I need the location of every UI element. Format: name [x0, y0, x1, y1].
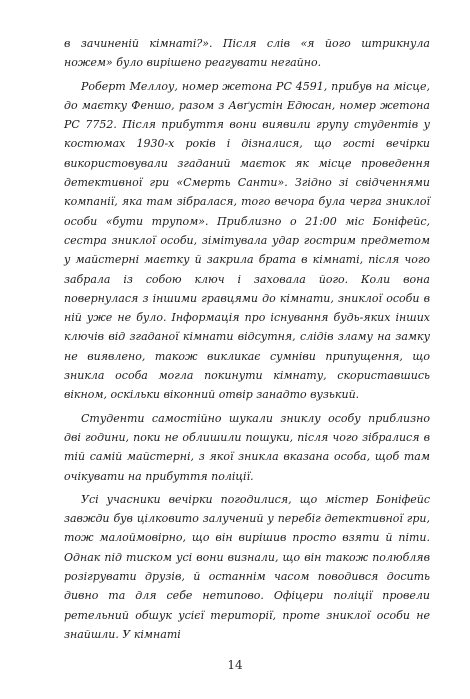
- paragraph-party-testimony: Усі учасники вечірки погодилися, що містер Боніфейс завжди був цілковито залучений у перебіг детективної гри, тож малоймовірно, що він вирішив просто взяти й піти. Однак під тиском усі вони визнали, що він також полюбляв розігрувати друзів, й останнім часом поводився досить дивно та для себе нетипово. Офіцери поліції провели ретельний обшук усієї території, проте зниклої особи не знайшли. У кімнаті: [64, 492, 430, 641]
- paragraph-arrival-report: Роберт Меллоу, номер жетона PC 4591, прибув на місце, до маєтку Феншо, разом з Авґустін Едюсан, номер жетона PC 7752. Після прибуття вони виявили групу студентів у костюмах 1930-х років і дізналися, що гості вечірки використовували згаданий маєток як місце проведення детективної гри «Смерть Санти». Згідно зі свідченнями компанії, яка там зібралася, того вечора була черга зниклої особи «бути трупом». Приблизно о 21:00 міс Боніфейс, сестра зниклої особи, зімітувала удар гострим предметом у майстерні маєтку й закрила брата в кімнаті, після чого забрала із собою ключ і заховала його. Коли вона повернулася з іншими гравцями до кімнати, зниклої особи в ній уже не було. Інформація про існування будь-яких інших ключів від згаданої кімнати відсутня, слідів зламу на замку не виявлено, також викликає сумніви припущення, що зникла особа могла покинути кімнату, скориставшись вікном, оскільки віконний отвір занадто вузький.: [64, 79, 430, 402]
- page-number: 14: [227, 658, 243, 672]
- body-text: [64, 34, 430, 644]
- paragraph-continuation: в зачиненій кімнаті?». Після слів «я його штрикнула ножем» було вирішено реагувати негайно.: [64, 37, 430, 70]
- paragraph-student-search: Студенти самостійно шукали зниклу особу приблизно дві години, поки не облишили пошуки, після чого зібралися в тій самій майстерні, з якої зникла вказана особа, щоб там очікувати на прибуття поліції.: [64, 411, 430, 483]
